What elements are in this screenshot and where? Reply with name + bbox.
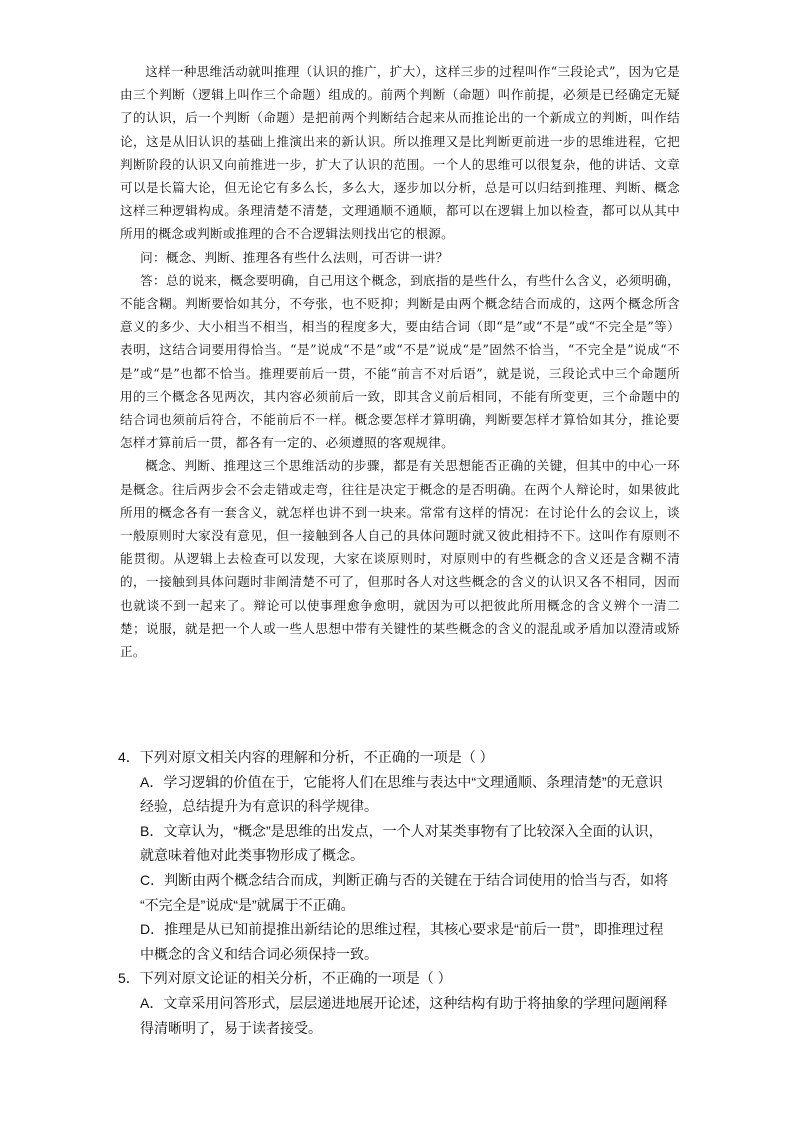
option-line: C．判断由两个概念结合而成，判断正确与否的关键在于结合词使用的恰当与否，如将 [140, 871, 669, 888]
passage-paragraph-3: 概念、判断、推理这三个思维活动的步骤，都是有关思想能否正确的关键，但其中的中心一环是概念。往后两步会不会走错或走弯，往往是决定于概念的是否明确。在两个人辩论时，如果彼此所用的概念各有一套含义，就怎样也讲不到一块来。常常有这样的情况：在讨论什么的会议上，谈一般原则时大家没有意见，但一接触到各人自己的具体问题时就又彼此相持不下。这叫作有原则不能贯彻。从逻辑上去检查可以发现，大家在谈原则时，对原则中的有些概念的含义还是含糊不清的，一接触到具体问题时非阐清楚不可了，但那时各人对这些概念的含义的认识又各不相同，因而也就谈不到一起来了。辩论可以使事理愈争愈明，就因为可以把彼此所用概念的含义辨个一清二楚；说服，就是把一个人或一些人思想中带有关键性的某些概念的含义的混乱或矛盾加以澄清或矫正。 [120, 458, 680, 660]
option-d[interactable] [118, 917, 678, 966]
passage-question: 问：概念、判断、推理各有些什么法则，可否讲一讲？ [140, 249, 449, 265]
option-line: D．推理是从已知前提推出新结论的思维过程，其核心要求是“前后一贯”，即推理过程 [140, 921, 664, 938]
option-line: 得清晰明了，易于读者接受。 [140, 1019, 322, 1036]
option-line: B．文章认为，“概念”是思维的出发点，一个人对某类事物有了比较深入全面的认识， [140, 822, 663, 839]
question-section [118, 745, 678, 1040]
option-line: “不完全是”说成“是”就属于不正确。 [140, 896, 355, 913]
option-b[interactable] [118, 819, 678, 868]
passage-paragraph-1: 这样一种思维活动就叫推理（认识的推广，扩大），这样三步的过程叫作“三段论式”，因为它是由三个判断（逻辑上叫作三个命题）组成的。前两个判断（命题）叫作前提，必须是已经确定无疑了的认识，后一个判断（命题）是把前两个判断结合起来从而推论出的一个新成立的判断，叫作结论，这是从旧认识的基础上推演出来的新认识。所以推理又是比判断更前进一步的思维进程，它把判断阶段的认识又向前推进一步，扩大了认识的范围。一个人的思维可以很复杂，他的讲话、文章可以是长篇大论，但无论它有多么长，多么大，逐步加以分析，总是可以归结到推理、判断、概念这样三种逻辑构成。条理清楚不清楚，文理通顺不通顺，都可以在逻辑上加以检查，都可以从其中所用的概念或判断或推理的合不合逻辑法则找出它的根源。 [120, 64, 680, 242]
option-line: 就意味着他对此类事物形成了概念。 [140, 847, 364, 864]
question-stem: 4．下列对原文相关内容的理解和分析，不正确的一项是（ ） [118, 749, 494, 765]
option-line: 中概念的含义和结合词必须保持一致。 [140, 945, 378, 962]
option-line: A．文章采用问答形式，层层递进地展开论述，这种结构有助于将抽象的学理问题阐释 [140, 994, 668, 1011]
option-a[interactable] [118, 770, 678, 819]
option-c[interactable] [118, 868, 678, 917]
question-stem: 5．下列对原文论证的相关分析，不正确的一项是（ ） [118, 970, 452, 987]
question-5 [118, 966, 678, 1040]
option-a[interactable] [118, 991, 678, 1040]
reading-passage [120, 60, 680, 663]
option-line: 经验，总结提升为有意识的科学规律。 [140, 798, 378, 815]
passage-answer: 答：总的说来，概念要明确，自己用这个概念，到底指的是些什么，有些什么含义，必须明确，不能含糊。判断要恰如其分，不夸张，也不贬抑；判断是由两个概念结合而成的，这两个概念所含意义的多少、大小相当不相当，相当的程度多大，要由结合词（即“是”或“不是”或“不完全是”等）表明，这结合词要用得恰当。“是”说成“不是”或“不是”说成“是”固然不恰当，“不完全是”说成“不是”或“是”也都不恰当。推理要前后一贯，不能“前言不对后语”，就是说，三段论式中三个命题所用的三个概念各见两次，其内容必须前后一致，即其含义前后相同，不能有所变更，三个命题中的结合词也须前后符合，不能前后不一样。概念要怎样才算明确，判断要怎样才算恰如其分，推论要怎样才算前后一贯，都各有一定的、必须遵照的客观规律。 [120, 272, 680, 451]
option-line: A．学习逻辑的价值在于，它能将人们在思维与表达中“文理通顺、条理清楚”的无意识 [140, 773, 663, 790]
question-4 [118, 745, 678, 966]
